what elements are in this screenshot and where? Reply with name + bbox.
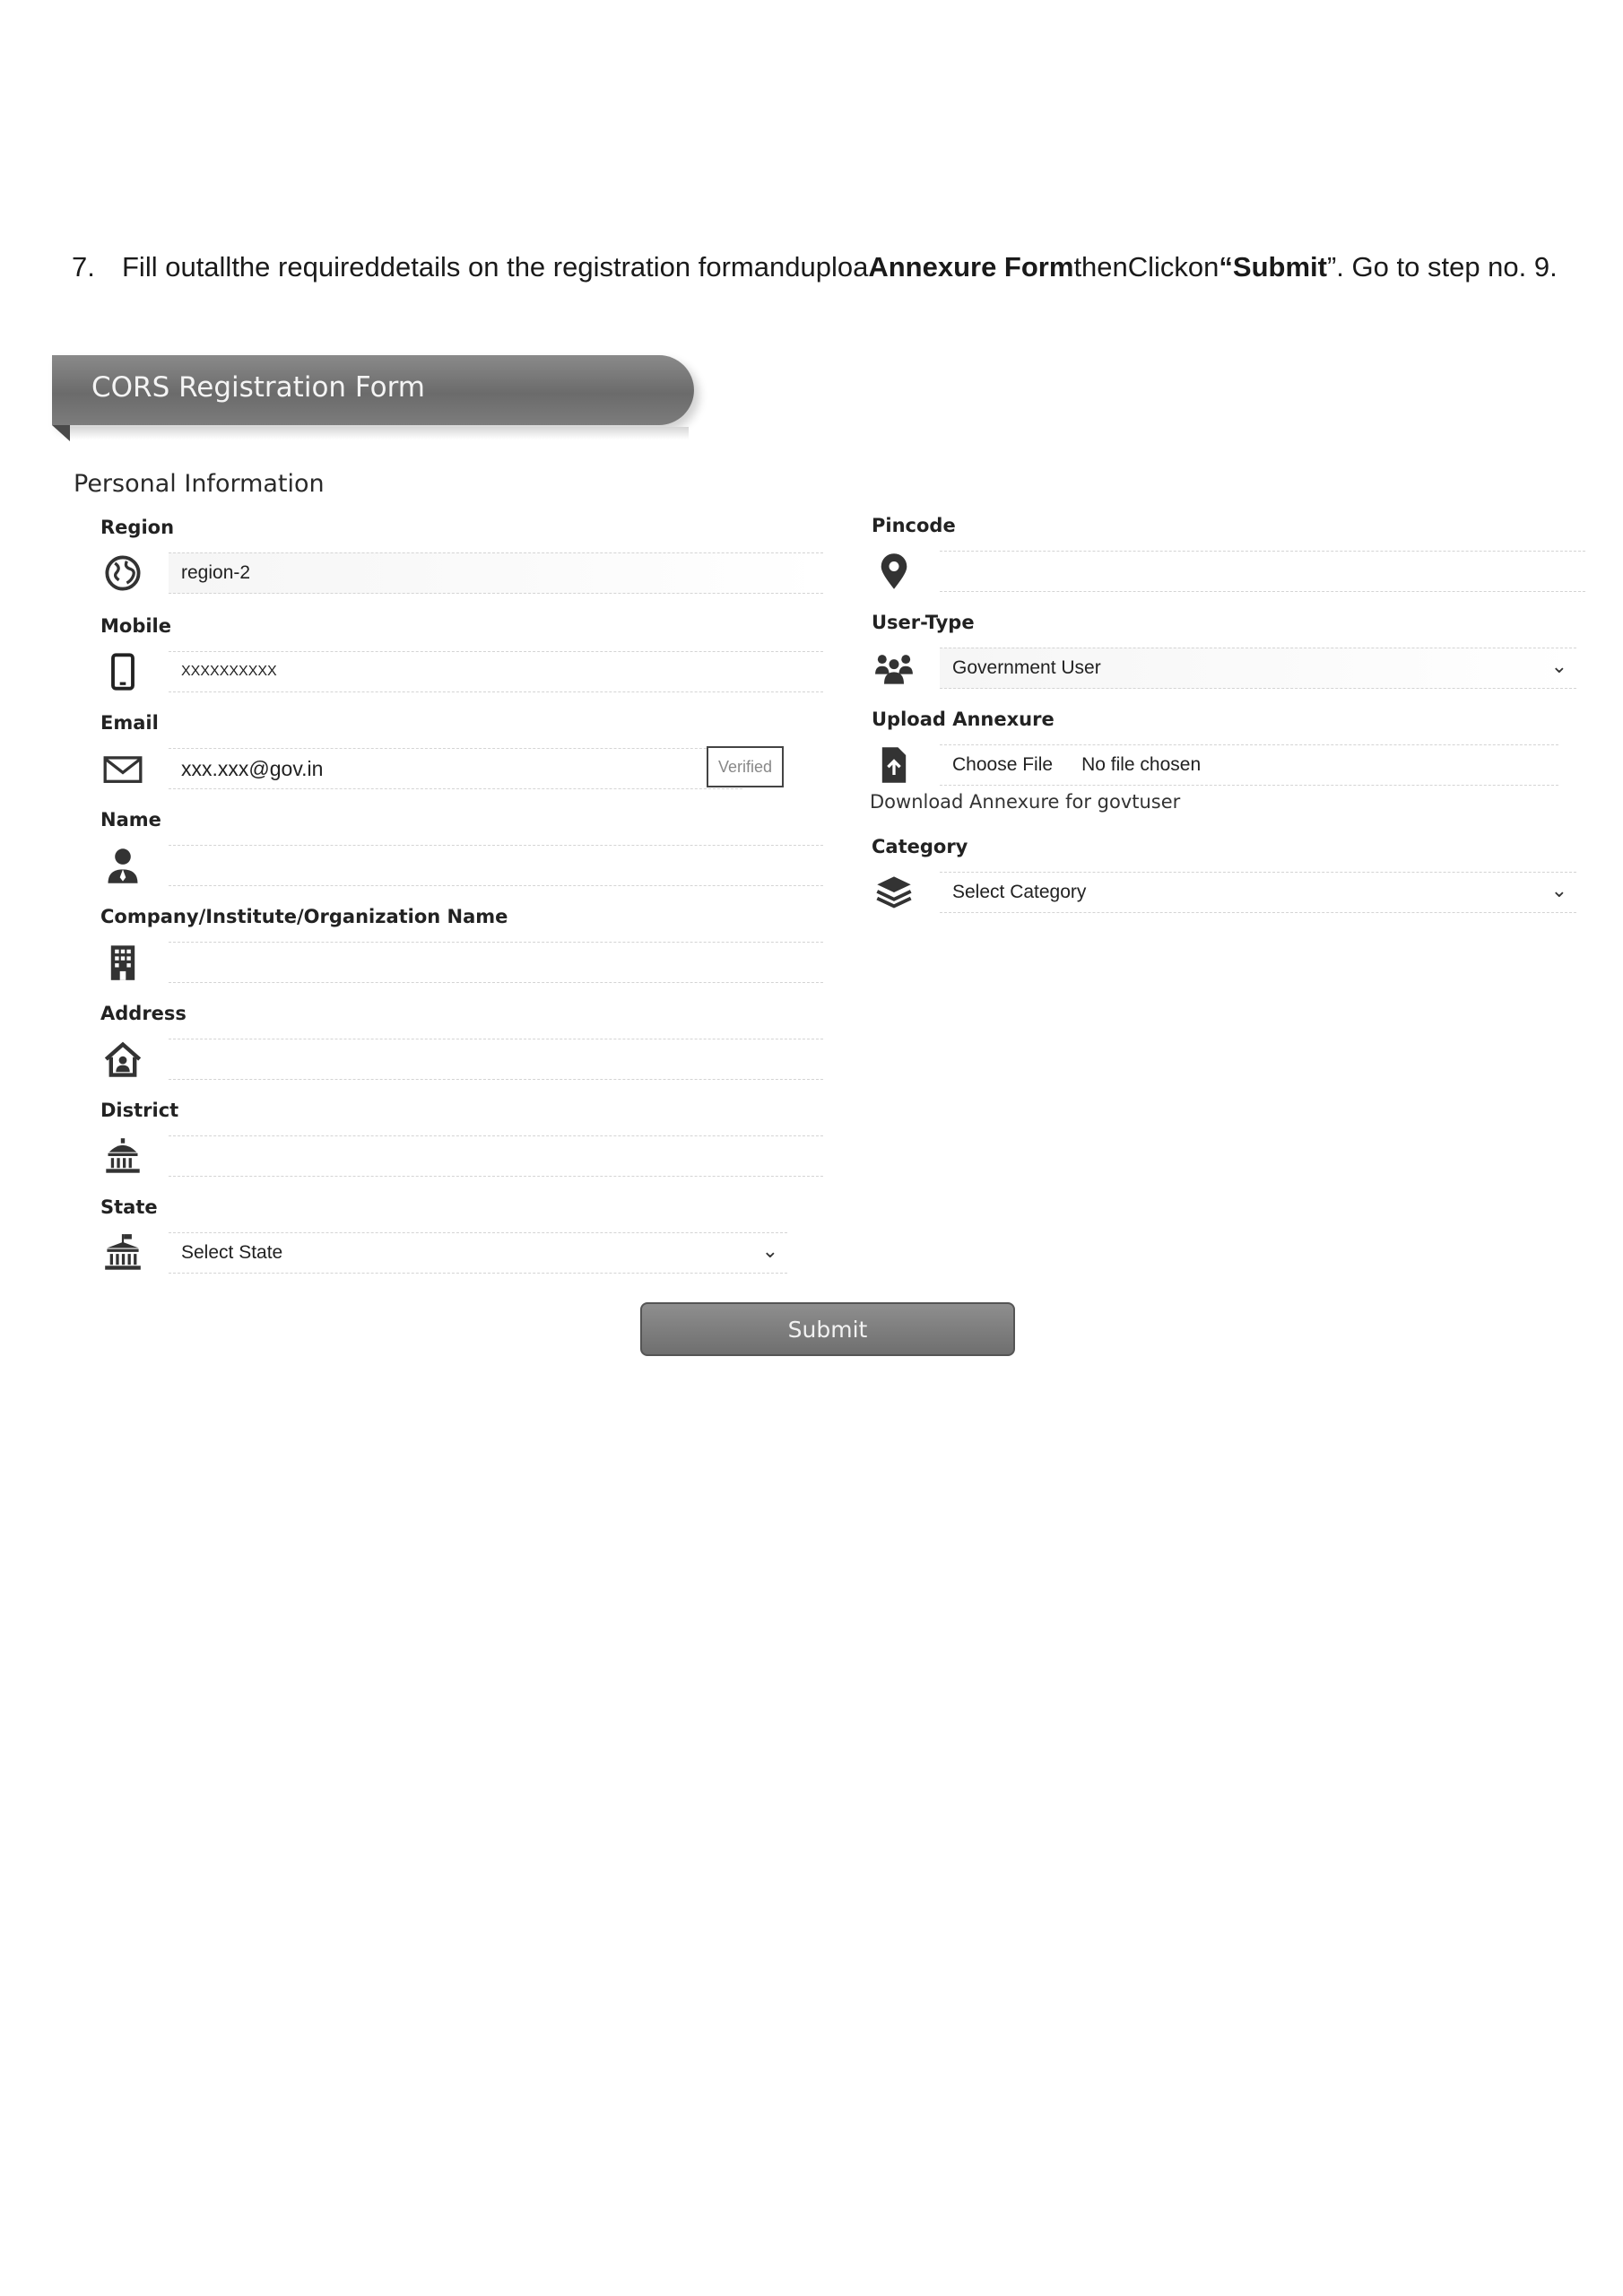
company-input[interactable] bbox=[169, 942, 823, 983]
email-field bbox=[100, 712, 742, 791]
name-input[interactable] bbox=[169, 845, 823, 886]
users-icon bbox=[872, 646, 916, 691]
address-label: Address bbox=[100, 1003, 187, 1024]
mobile-phone-icon bbox=[100, 649, 145, 694]
category-field bbox=[872, 836, 1576, 915]
step-number: 7. bbox=[72, 251, 95, 283]
region-label: Region bbox=[100, 517, 175, 538]
pincode-label: Pincode bbox=[872, 515, 956, 536]
building-icon bbox=[100, 940, 145, 985]
file-status: No file chosen bbox=[1081, 754, 1202, 775]
form-title: CORS Registration Form bbox=[91, 371, 425, 404]
district-input[interactable] bbox=[169, 1135, 823, 1177]
company-label: Company/Institute/Organization Name bbox=[100, 906, 508, 927]
company-field bbox=[100, 906, 823, 985]
instruction-text-c: ”. Go to step no. 9. bbox=[1326, 251, 1558, 283]
instruction-bold-annexure: Annexure Form bbox=[868, 251, 1074, 283]
state-landmark-icon bbox=[100, 1231, 145, 1275]
banner-shadow bbox=[70, 427, 689, 439]
user-type-select[interactable]: Government User ⌄ bbox=[940, 648, 1576, 689]
choose-file-button[interactable]: Choose File bbox=[952, 754, 1054, 775]
file-input[interactable] bbox=[940, 744, 1558, 786]
envelope-icon bbox=[100, 746, 145, 791]
instruction-bold-submit: “Submit bbox=[1219, 251, 1327, 283]
landmark-icon bbox=[100, 1134, 145, 1178]
verified-badge[interactable]: Verified bbox=[707, 746, 784, 787]
category-select[interactable]: Select Category ⌄ bbox=[940, 872, 1576, 913]
category-label: Category bbox=[872, 836, 968, 857]
upload-annexure-label: Upload Annexure bbox=[872, 709, 1055, 730]
user-type-label: User-Type bbox=[872, 612, 975, 633]
upload-annexure-field bbox=[872, 709, 1558, 787]
house-user-icon bbox=[100, 1037, 145, 1082]
state-select[interactable]: Select State ⌄ bbox=[169, 1232, 787, 1274]
state-field bbox=[100, 1196, 787, 1275]
address-field bbox=[100, 1003, 823, 1082]
state-label: State bbox=[100, 1196, 158, 1218]
pincode-field bbox=[872, 515, 1585, 594]
email-input[interactable]: xxx.xxx@gov.in bbox=[169, 748, 742, 789]
pincode-input[interactable] bbox=[940, 551, 1585, 592]
user-type-field bbox=[872, 612, 1576, 691]
map-marker-icon bbox=[872, 549, 916, 594]
region-input[interactable]: region-2 bbox=[169, 552, 823, 594]
submit-button[interactable]: Submit bbox=[640, 1302, 1015, 1356]
region-field bbox=[100, 517, 823, 596]
mobile-label: Mobile bbox=[100, 615, 171, 637]
instruction-text-b: thenClickon bbox=[1073, 251, 1219, 283]
district-field bbox=[100, 1100, 823, 1178]
section-title: Personal Information bbox=[74, 470, 325, 498]
form-title-banner bbox=[52, 355, 694, 425]
download-annexure-link[interactable]: Download Annexure for govtuser bbox=[870, 791, 1181, 813]
globe-icon bbox=[100, 551, 145, 596]
mobile-input[interactable]: XXXXXXXXXX bbox=[169, 651, 823, 692]
name-field bbox=[100, 809, 823, 888]
district-label: District bbox=[100, 1100, 179, 1121]
mobile-field bbox=[100, 615, 823, 694]
instruction-step-7 bbox=[72, 251, 1596, 283]
address-input[interactable] bbox=[169, 1039, 823, 1080]
layers-icon bbox=[872, 870, 916, 915]
email-label: Email bbox=[100, 712, 159, 734]
instruction-text-a: Fill outallthe requireddetails on the registration formanduploa bbox=[122, 251, 869, 283]
chevron-down-icon: ⌄ bbox=[761, 1240, 778, 1263]
name-label: Name bbox=[100, 809, 161, 831]
chevron-down-icon: ⌄ bbox=[1550, 656, 1567, 678]
chevron-down-icon: ⌄ bbox=[1550, 880, 1567, 902]
file-upload-icon bbox=[872, 743, 916, 787]
user-icon bbox=[100, 843, 145, 888]
